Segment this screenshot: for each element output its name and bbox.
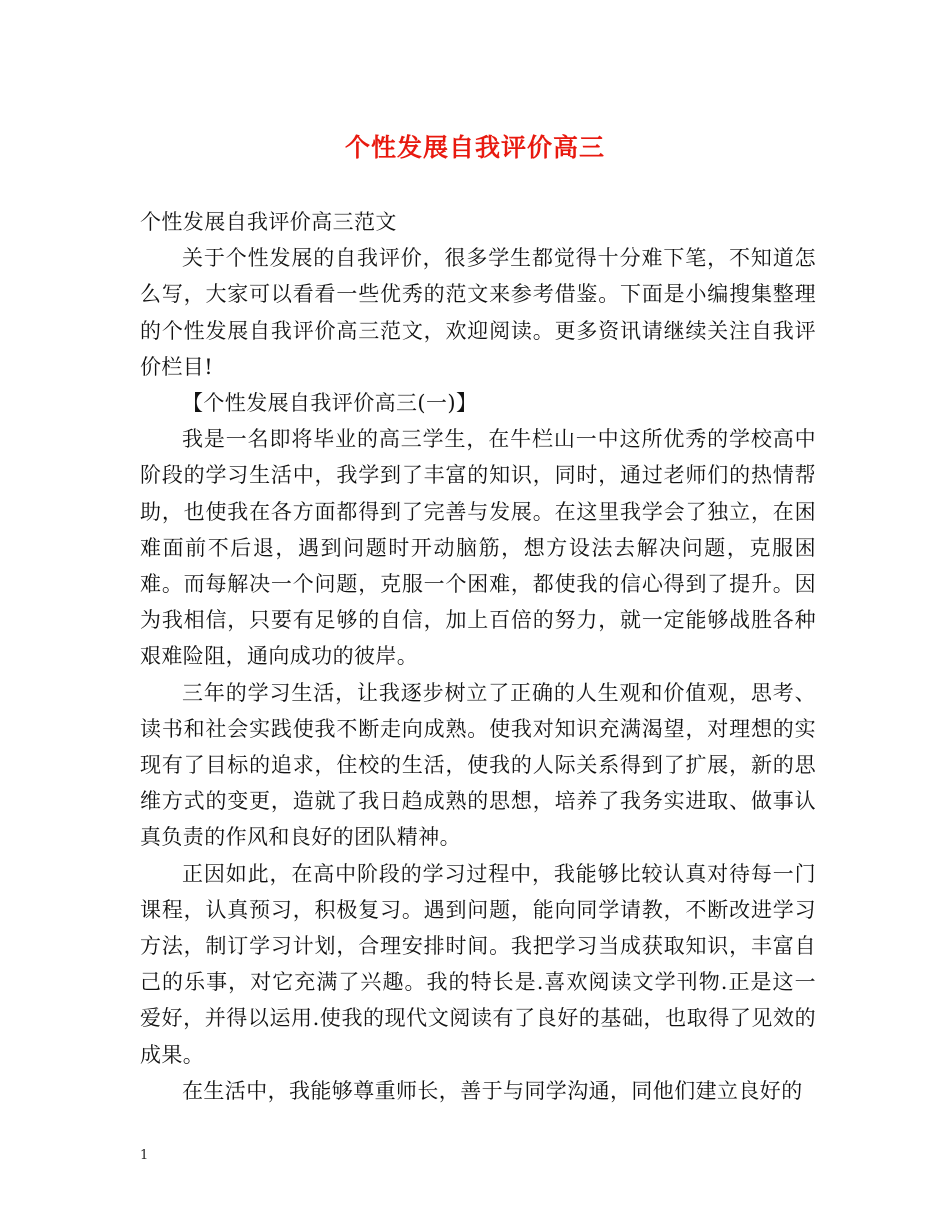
body-paragraph: 正因如此，在高中阶段的学习过程中，我能够比较认真对待每一门课程，认真预习，积极复习。遇到问题，能向同学请教，不断改进学习方法，制订学习计划，合理安排时间。我把学习当成获取知识，丰富自己的乐事，对它充满了兴趣。我的特长是.喜欢阅读文学刊物.正是这一爱好，并得以运用.使我的现代文阅读有了良好的基础，也取得了见效的成果。: [140, 861, 816, 1067]
document-body: [140, 204, 816, 1109]
page-number: 1: [140, 1148, 149, 1163]
document-title: 个性发展自我评价高三: [344, 133, 605, 162]
body-paragraph: 三年的学习生活，让我逐步树立了正确的人生观和价值观，思考、读书和社会实践使我不断走向成熟。使我对知识充满渴望，对理想的实现有了目标的追求，住校的生活，使我的人际关系得到了扩展，新的思维方式的变更，造就了我日趋成熟的思想，培养了我务实进取、做事认真负责的作风和良好的团队精神。: [140, 680, 816, 850]
intro-paragraph: 关于个性发展的自我评价，很多学生都觉得十分难下笔，不知道怎么写，大家可以看看一些优秀的范文来参考借鉴。下面是小编搜集整理的个性发展自我评价高三范文，欢迎阅读。更多资讯请继续关注自我评价栏目!: [140, 246, 816, 379]
section-heading: 【个性发展自我评价高三(一)】: [182, 391, 478, 416]
body-paragraph: 在生活中，我能够尊重师长，善于与同学沟通，同他们建立良好的: [182, 1078, 803, 1103]
document-subtitle: 个性发展自我评价高三范文: [140, 210, 397, 234]
body-paragraph: 我是一名即将毕业的高三学生，在牛栏山一中这所优秀的学校高中阶段的学习生活中，我学到了丰富的知识，同时，通过老师们的热情帮助，也使我在各方面都得到了完善与发展。在这里我学会了独立，在困难面前不后退，遇到问题时开动脑筋，想方设法去解决问题，克服困难。而每解决一个问题，克服一个困难，都使我的信心得到了提升。因为我相信，只要有足够的自信，加上百倍的努力，就一定能够战胜各种艰难险阻，通向成功的彼岸。: [140, 427, 816, 669]
